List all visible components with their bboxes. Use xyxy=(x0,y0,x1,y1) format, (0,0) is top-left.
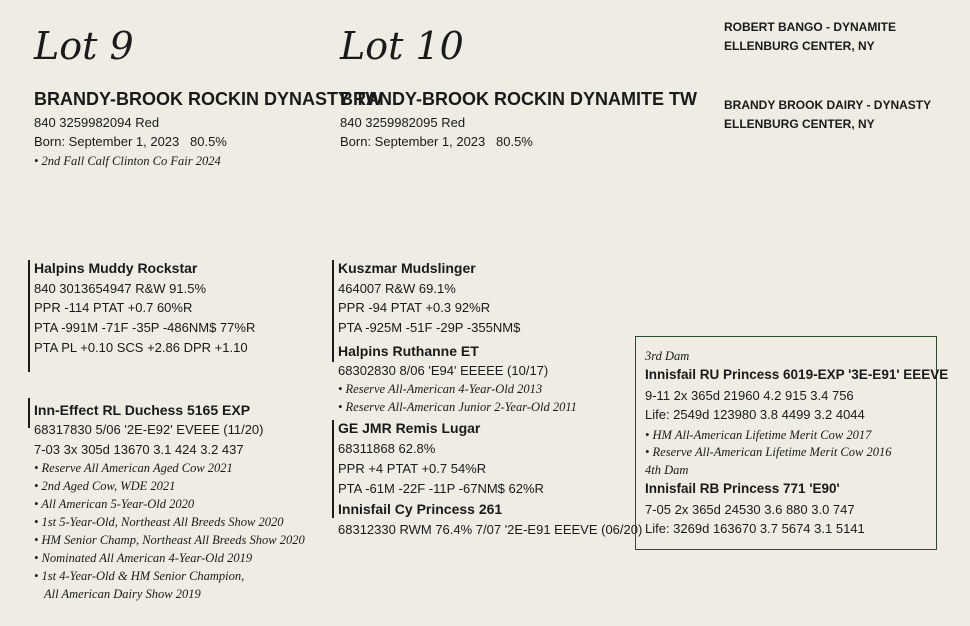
lot-10-title: Lot 10 xyxy=(340,24,464,68)
lot-10-dam-award: • Reserve All-American 4-Year-Old 2013 xyxy=(338,380,542,398)
lot-9-dam-line: 7-03 3x 305d 13670 3.1 424 3.2 437 xyxy=(34,442,244,457)
lot-9-sire-line: PTA -991M -71F -35P -486NM$ 77%R xyxy=(34,320,256,335)
lot-10-granddam-name: Innisfail Cy Princess 261 xyxy=(338,501,503,517)
lot-9-reg: 840 3259982094 Red xyxy=(34,115,160,130)
lot-10-sire-line: PPR -94 PTAT +0.3 92%R xyxy=(338,300,491,315)
lot-10-granddam-line: 68312330 RWM 76.4% 7/07 '2E-E91 EEEVE (06/20) xyxy=(338,522,643,537)
lot-10-dam-line: 68302830 8/06 'E94' EEEEE (10/17) xyxy=(338,363,549,378)
dam4-line: 7-05 2x 365d 24530 3.6 880 3.0 747 xyxy=(645,502,855,517)
lot-9-name: BRANDY-BROOK ROCKIN DYNASTY TW xyxy=(34,89,383,109)
lot-10-sire-name: Kuszmar Mudslinger xyxy=(338,260,476,276)
dam3-name: Innisfail RU Princess 6019-EXP '3E-E91' EEEVE xyxy=(645,367,949,382)
lot-9-dam-award: • 1st 4-Year-Old & HM Senior Champion, xyxy=(34,567,244,585)
lot-10-name: BRANDY-BROOK ROCKIN DYNAMITE TW xyxy=(340,89,697,109)
dam4-line: Life: 3269d 163670 3.7 5674 3.1 5141 xyxy=(645,521,865,536)
dam4-name: Innisfail RB Princess 771 'E90' xyxy=(645,481,840,496)
lot-9-sire-line: PPR -114 PTAT +0.7 60%R xyxy=(34,300,193,315)
lot-9-dam-award: • 2nd Aged Cow, WDE 2021 xyxy=(34,477,175,495)
lot-9-pct: 80.5% xyxy=(190,134,227,149)
lot-9-dam-line: 68317830 5/06 '2E-E92' EVEEE (11/20) xyxy=(34,422,264,437)
lot-10-grandsire-line: PPR +4 PTAT +0.7 54%R xyxy=(338,461,487,476)
lot-9-dam-award: • Nominated All American 4-Year-Old 2019 xyxy=(34,549,252,567)
dam4-label: 4th Dam xyxy=(645,463,689,477)
owner-lot-9-line2: ELLENBURG CENTER, NY xyxy=(724,39,875,53)
dam3-label: 3rd Dam xyxy=(645,349,690,363)
lot-9-dam-name: Inn-Effect RL Duchess 5165 EXP xyxy=(34,402,251,418)
lot-10-born: Born: September 1, 2023 xyxy=(340,134,486,149)
lot-9-dam-award: • All American 5-Year-Old 2020 xyxy=(34,495,194,513)
lot-9-dam-award: • Reserve All American Aged Cow 2021 xyxy=(34,459,233,477)
dam3-award: • Reserve All-American Lifetime Merit Cow 2016 xyxy=(645,443,891,461)
lot-10-dam-award: • Reserve All-American Junior 2-Year-Old 2011 xyxy=(338,398,577,416)
lot-9-dam-award: • HM Senior Champ, Northeast All Breeds Show 2020 xyxy=(34,531,305,549)
lot-9-dam-award: • 1st 5-Year-Old, Northeast All Breeds Show 2020 xyxy=(34,513,284,531)
lot-10-sire-line: 464007 R&W 69.1% xyxy=(338,281,456,296)
lot-9-born: Born: September 1, 2023 xyxy=(34,134,180,149)
lot-10-pct: 80.5% xyxy=(496,134,533,149)
lot-9-dam-award-cont: All American Dairy Show 2019 xyxy=(44,587,201,601)
owner-lot-10-line1: BRANDY BROOK DAIRY - DYNASTY xyxy=(724,98,932,112)
lot-9-sire-line: PTA PL +0.10 SCS +2.86 DPR +1.10 xyxy=(34,340,248,355)
owner-lot-10-line2: ELLENBURG CENTER, NY xyxy=(724,117,875,131)
lot-9-sire-line: 840 3013654947 R&W 91.5% xyxy=(34,281,207,296)
owner-lot-9-line1: ROBERT BANGO - DYNAMITE xyxy=(724,20,896,34)
sire-bracket xyxy=(28,260,30,372)
lot-10-dam-name: Halpins Ruthanne ET xyxy=(338,343,479,359)
lot-10-grandsire-line: 68311868 62.8% xyxy=(338,441,436,456)
sire-bracket xyxy=(332,260,334,362)
lot-10-reg: 840 3259982095 Red xyxy=(340,115,466,130)
dam-bracket xyxy=(28,398,30,428)
lot-10-sire-line: PTA -925M -51F -29P -355NM$ xyxy=(338,320,521,335)
dam3-award: • HM All-American Lifetime Merit Cow 2017 xyxy=(645,426,871,444)
lot-9-sire-name: Halpins Muddy Rockstar xyxy=(34,260,198,276)
lot-10-grandsire-name: GE JMR Remis Lugar xyxy=(338,420,481,436)
lot-9-award: • 2nd Fall Calf Clinton Co Fair 2024 xyxy=(34,152,221,170)
lot-9-title: Lot 9 xyxy=(34,24,134,68)
dam3-line: Life: 2549d 123980 3.8 4499 3.2 4044 xyxy=(645,407,865,422)
lot-10-grandsire-line: PTA -61M -22F -11P -67NM$ 62%R xyxy=(338,481,544,496)
dam-bracket xyxy=(332,420,334,518)
dam3-line: 9-11 2x 365d 21960 4.2 915 3.4 756 xyxy=(645,388,854,403)
